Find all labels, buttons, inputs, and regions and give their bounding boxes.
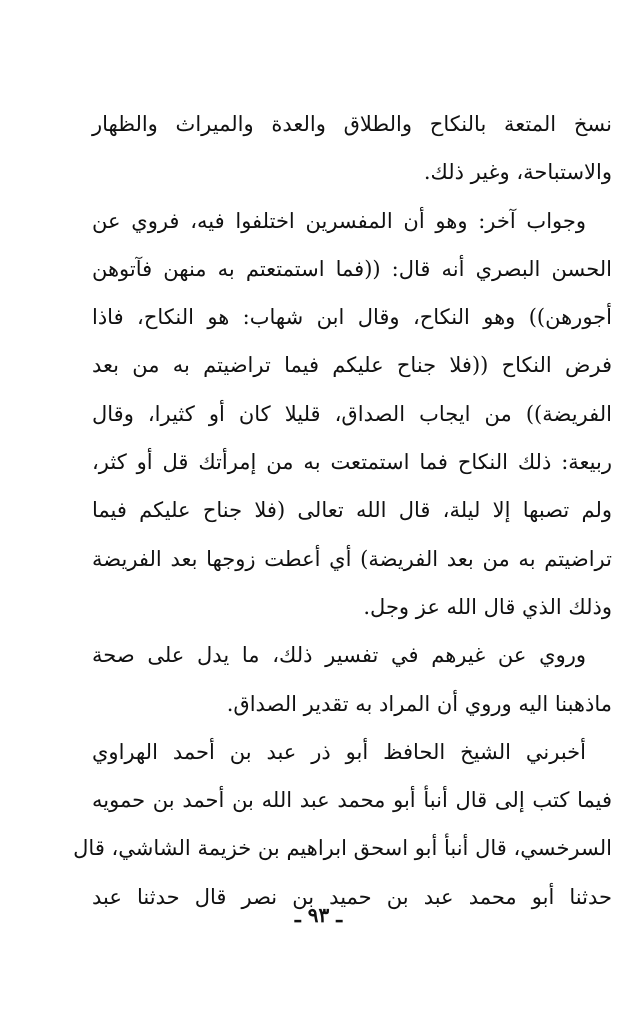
text-line: أخبرني الشيخ الحافظ أبو ذر عبد بن أحمد الهراوي bbox=[92, 739, 586, 764]
text-line: حدثنا أبو محمد عبد بن حميد بن نصر قال حدثنا عبد bbox=[92, 884, 612, 909]
text-line: الفريضة)) من ايجاب الصداق، قليلا كان أو كثيرا، وقال bbox=[92, 401, 612, 426]
body-text bbox=[73, 100, 612, 921]
text-line: نسخ المتعة بالنكاح والطلاق والعدة والميراث والظهار bbox=[92, 112, 612, 136]
text-line: الحسن البصري أنه قال: ((فما استمتعتم به منهن فآتوهن bbox=[92, 256, 612, 281]
text-line: تراضيتم به من بعد الفريضة) أي أعطت زوجها بعد الفريضة bbox=[92, 546, 612, 571]
text-line: وروي عن غيرهم في تفسير ذلك، ما يدل على صحة bbox=[92, 643, 586, 668]
text-line: السرخسي، قال أنبأ أبو اسحق ابراهيم بن خزيمة الشاشي، قال bbox=[73, 836, 612, 861]
page-number: ـ ٩٣ ـ bbox=[294, 903, 343, 927]
text-line: ولم تصبها إلا ليلة، قال الله تعالى (فلا جناح عليكم فيما bbox=[92, 498, 612, 523]
text-line: فرض النكاح ((فلا جناح عليكم فيما تراضيتم به من بعد bbox=[92, 353, 612, 378]
text-line: وجواب آخر: وهو أن المفسرين اختلفوا فيه، فروي عن bbox=[92, 208, 586, 233]
text-line: أجورهن)) وهو النكاح، وقال ابن شهاب: هو النكاح، فاذا bbox=[92, 305, 612, 330]
text-line: فيما كتب إلى قال أنبأ أبو محمد عبد الله بن أحمد بن حمويه bbox=[92, 788, 612, 813]
text-line: والاستباحة، وغير ذلك. bbox=[423, 160, 612, 185]
text-line: وذلك الذي قال الله عز وجل. bbox=[363, 594, 612, 619]
text-line: ربيعة: ذلك النكاح فما استمتعت به من إمرأتك قل أو كثر، bbox=[92, 450, 612, 475]
text-line: ماذهبنا اليه وروي أن المراد به تقدير الصداق. bbox=[226, 691, 612, 716]
